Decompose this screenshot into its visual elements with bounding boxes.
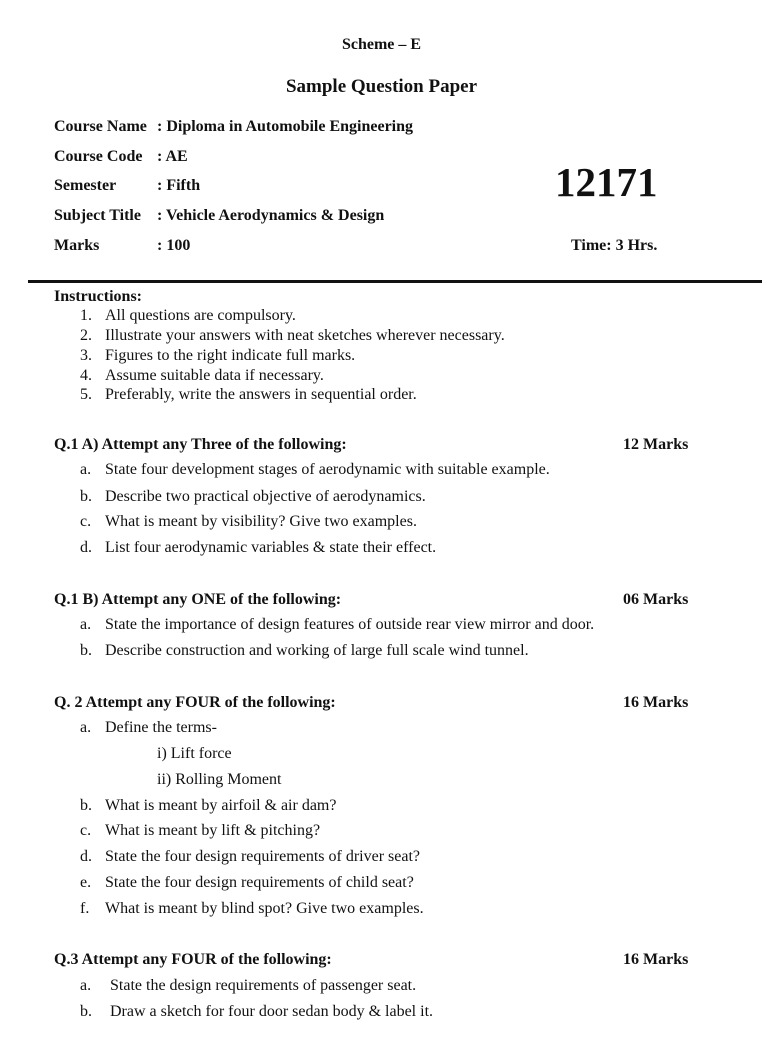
item-num: d. bbox=[80, 539, 92, 556]
header-divider bbox=[28, 280, 762, 283]
item-num: f. bbox=[80, 900, 90, 917]
item-text: Define the terms- bbox=[105, 719, 217, 736]
item-text: State the importance of design features of outside rear view mirror and door. bbox=[105, 616, 595, 633]
instruction-text: Illustrate your answers with neat sketches wherever necessary. bbox=[105, 327, 505, 344]
course-name-value: : Diploma in Automobile Engineering bbox=[157, 118, 414, 135]
item-num: a. bbox=[80, 977, 92, 994]
item-text: State the four design requirements of driver seat? bbox=[105, 848, 420, 865]
paper-title: Sample Question Paper bbox=[285, 76, 478, 97]
item-text: Describe construction and working of large full scale wind tunnel. bbox=[105, 642, 529, 659]
course-code-value: : AE bbox=[157, 148, 188, 165]
question-heading: Q.3 Attempt any FOUR of the following: bbox=[54, 951, 332, 968]
subject-title-label: Subject Title bbox=[54, 207, 141, 224]
instruction-text: Preferably, write the answers in sequential order. bbox=[105, 386, 417, 403]
instruction-text: All questions are compulsory. bbox=[105, 307, 296, 324]
item-text: State four development stages of aerodynamic with suitable example. bbox=[105, 461, 550, 478]
instruction-num: 4. bbox=[80, 367, 92, 384]
item-text: Draw a sketch for four door sedan body & label it. bbox=[110, 1003, 434, 1020]
question-marks: 06 Marks bbox=[623, 591, 689, 608]
instructions-heading: Instructions: bbox=[54, 288, 143, 305]
item-text: What is meant by lift & pitching? bbox=[105, 822, 321, 839]
item-text: What is meant by blind spot? Give two examples. bbox=[105, 900, 424, 917]
question-marks: 16 Marks bbox=[623, 694, 689, 711]
question-marks: 12 Marks bbox=[623, 436, 689, 453]
item-num: a. bbox=[80, 719, 92, 736]
item-num: c. bbox=[80, 513, 92, 530]
instruction-text: Figures to the right indicate full marks. bbox=[105, 347, 356, 364]
item-text: List four aerodynamic variables & state their effect. bbox=[105, 539, 437, 556]
item-num: b. bbox=[80, 1003, 92, 1020]
instruction-num: 5. bbox=[80, 386, 92, 403]
sub-item-text: ii) Rolling Moment bbox=[157, 771, 282, 788]
item-text: State the four design requirements of child seat? bbox=[105, 874, 414, 891]
item-num: e. bbox=[80, 874, 92, 891]
item-num: d. bbox=[80, 848, 92, 865]
instruction-text: Assume suitable data if necessary. bbox=[105, 367, 324, 384]
instruction-num: 2. bbox=[80, 327, 92, 344]
semester-value: : Fifth bbox=[157, 177, 201, 194]
item-text: What is meant by airfoil & air dam? bbox=[105, 797, 337, 814]
marks-label: Marks bbox=[54, 237, 100, 254]
sub-item-text: i) Lift force bbox=[157, 745, 232, 762]
item-num: b. bbox=[80, 488, 92, 505]
semester-label: Semester bbox=[54, 177, 117, 194]
course-name-label: Course Name bbox=[54, 118, 147, 135]
item-num: a. bbox=[80, 461, 92, 478]
instruction-num: 3. bbox=[80, 347, 92, 364]
marks-value: : 100 bbox=[157, 237, 191, 254]
item-num: b. bbox=[80, 642, 92, 659]
scheme-label: Scheme – E bbox=[341, 36, 422, 53]
item-num: a. bbox=[80, 616, 92, 633]
question-marks: 16 Marks bbox=[623, 951, 689, 968]
course-code-label: Course Code bbox=[54, 148, 143, 165]
time-label: Time: 3 Hrs. bbox=[571, 237, 658, 254]
item-num: c. bbox=[80, 822, 92, 839]
question-heading: Q. 2 Attempt any FOUR of the following: bbox=[54, 694, 336, 711]
item-text: What is meant by visibility? Give two examples. bbox=[105, 513, 417, 530]
question-heading: Q.1 B) Attempt any ONE of the following: bbox=[54, 591, 342, 608]
paper-code: 12171 bbox=[555, 159, 658, 205]
question-heading: Q.1 A) Attempt any Three of the following: bbox=[54, 436, 347, 453]
item-num: b. bbox=[80, 797, 92, 814]
subject-title-value: : Vehicle Aerodynamics & Design bbox=[157, 207, 385, 224]
item-text: Describe two practical objective of aerodynamics. bbox=[105, 488, 426, 505]
instruction-num: 1. bbox=[80, 307, 92, 324]
item-text: State the design requirements of passenger seat. bbox=[110, 977, 417, 994]
